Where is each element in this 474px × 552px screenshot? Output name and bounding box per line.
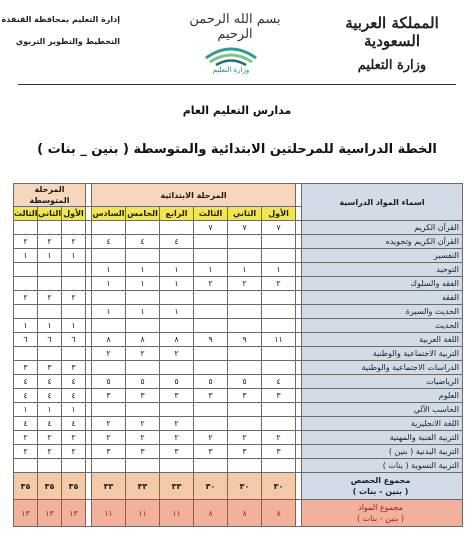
hours-cell [262,319,296,333]
hours-cell [126,249,160,263]
hours-cell [62,305,86,319]
hours-cell: ١ [160,305,194,319]
hours-cell [228,403,262,417]
hours-cell: ٣ [92,389,126,403]
hours-cell: ٢ [160,417,194,431]
total-periods-row-cell: ٣٥ [14,473,38,500]
hours-cell: ٤ [14,417,38,431]
hours-cell: ١ [14,249,38,263]
hours-cell: ٤ [38,375,62,389]
hours-cell: ٢ [228,277,262,291]
hours-cell [160,403,194,417]
hours-cell: ١ [92,277,126,291]
hours-cell [262,459,296,473]
hours-cell: ٢ [262,277,296,291]
subject-name: الدراسات الاجتماعية والوطنية [302,361,463,375]
total-subjects-row-cell: ٨ [228,500,262,527]
hours-cell: ٣ [160,389,194,403]
hours-cell: ٤ [62,417,86,431]
middle-stage-header: المرحلة المتوسطة [14,184,86,207]
hours-cell: ٢ [62,235,86,249]
hours-cell [92,459,126,473]
hours-cell: ١ [160,263,194,277]
grade-header: الثاني [228,207,262,221]
total-periods-row-cell: ٣٥ [38,473,62,500]
hours-cell: ٣ [262,389,296,403]
hours-cell [14,305,38,319]
hours-cell [38,459,62,473]
total-subjects-row [14,500,463,527]
grade-header: السادس [92,207,126,221]
hours-cell [194,347,228,361]
hours-cell [38,305,62,319]
hours-cell: ١ [126,263,160,277]
subjects-header: اسماء المواد الدراسية [302,184,463,221]
hours-cell [262,305,296,319]
hours-cell: ٣ [126,445,160,459]
hours-cell [228,347,262,361]
hours-cell [38,347,62,361]
total-periods-row-cell: ٣٣ [126,473,160,500]
hours-cell [38,221,62,235]
table-row [14,347,463,361]
table-row [14,305,463,319]
hours-cell [126,459,160,473]
hours-cell [228,459,262,473]
hours-cell: ٢ [14,431,38,445]
hours-cell: ٥ [126,375,160,389]
table-row [14,263,463,277]
hours-cell: ٣ [62,361,86,375]
hours-cell: ٧ [228,221,262,235]
hours-cell [262,291,296,305]
planning-department: التخطيط والتطوير التربوي [15,37,120,46]
hours-cell: ٢ [126,417,160,431]
subject-name: الحديث والسيرة [302,305,463,319]
hours-cell [92,249,126,263]
hours-cell: ٨ [92,333,126,347]
hours-cell: ١ [38,319,62,333]
hours-cell [194,249,228,263]
hours-cell [38,277,62,291]
subject-name: الرياضيات [302,375,463,389]
hours-cell: ١ [38,403,62,417]
table-row [14,221,463,235]
grade-header: الرابع [160,207,194,221]
kingdom-name: المملكة العربية السعودية [345,14,439,50]
grade-header: الأول [62,207,86,221]
table-row [14,333,463,347]
total-periods-row-label-line2: ( بنين - بنات ) [352,487,409,496]
table-row [14,403,463,417]
subject-name: التربية الاجتماعية والوطنية [302,347,463,361]
hours-cell: ٢ [62,445,86,459]
subject-name: اللغة الانجليزية [302,417,463,431]
hours-cell: ٤ [38,389,62,403]
document-subtitle: الخطة الدراسية للمرحلتين الابتدائية والمتوسطة ( بنين _ بنات ) [37,142,437,157]
hours-cell: ٢ [160,347,194,361]
total-periods-row [14,473,463,500]
total-periods-row-label-line1: مجموع الحصص [350,476,411,485]
hours-cell: ٥ [228,375,262,389]
hours-cell: ٤ [262,375,296,389]
total-periods-row-cell: ٣٣ [160,473,194,500]
grade-header: الثالث [14,207,38,221]
document-title: مدارس التعليم العام [182,104,292,117]
hours-cell: ٢ [92,347,126,361]
hours-cell: ٤ [62,389,86,403]
subject-name: اللغة العربية [302,333,463,347]
table-row [14,291,463,305]
hours-cell: ١ [92,263,126,277]
hours-cell: ٢ [228,431,262,445]
hours-cell: ٢ [194,277,228,291]
hours-cell [126,221,160,235]
hours-cell [160,361,194,375]
table-row [14,417,463,431]
table-row [14,445,463,459]
subject-name: التربية البدنية ( بنين ) [302,445,463,459]
hours-cell: ٣ [228,445,262,459]
directorate-name: إدارة التعليم بمحافظة القنفذة [1,15,120,24]
hours-cell: ٧ [194,221,228,235]
hours-cell: ١ [62,249,86,263]
total-subjects-row-cell: ١٣ [38,500,62,527]
hours-cell: ٢ [194,431,228,445]
subject-name: الفقه [302,291,463,305]
subject-name: القرآن الكريم وتجويده [302,235,463,249]
logo-text: وزارة التعليم [212,66,250,74]
hours-cell: ٤ [92,235,126,249]
hours-cell: ١ [92,305,126,319]
hours-cell: ٦ [62,333,86,347]
hours-cell [228,417,262,431]
hours-cell: ١ [62,319,86,333]
hours-cell: ٨ [160,333,194,347]
hours-cell [62,221,86,235]
hours-cell: ٣ [228,389,262,403]
hours-cell [62,459,86,473]
table-row [14,431,463,445]
hours-cell [126,319,160,333]
hours-cell [92,291,126,305]
subject-name: الفقه والسلوك [302,277,463,291]
hours-cell: ٥ [92,375,126,389]
hours-cell: ٢ [14,445,38,459]
hours-cell: ٢ [38,431,62,445]
hours-cell: ٦ [14,333,38,347]
hours-cell: ٣ [126,389,160,403]
hours-cell [228,291,262,305]
hours-cell: ١ [160,277,194,291]
hours-cell [126,403,160,417]
hours-cell: ٣ [262,445,296,459]
hours-cell: ٣ [38,361,62,375]
total-periods-row-cell: ٣٠ [228,473,262,500]
hours-cell: ٢ [160,431,194,445]
subject-name: التفسير [302,249,463,263]
hours-cell [228,235,262,249]
hours-cell: ١ [262,263,296,277]
hours-cell: ٢ [38,235,62,249]
hours-cell: ٢ [92,431,126,445]
table-row [14,375,463,389]
hours-cell: ٤ [160,235,194,249]
ministry-name: وزارة التعليم [357,58,427,73]
hours-cell [194,305,228,319]
table-row [14,361,463,375]
hours-cell: ١ [14,319,38,333]
hours-cell: ٣ [194,389,228,403]
hours-cell [228,361,262,375]
kingdom-header [322,14,462,73]
hours-cell [228,249,262,263]
primary-stage-header: المرحلة الابتدائية [92,184,296,207]
subject-name: القرآن الكريم [302,221,463,235]
total-subjects-row-cell: ١١ [160,500,194,527]
header-divider [18,84,456,85]
grade-header: الخامس [126,207,160,221]
hours-cell [62,347,86,361]
hours-cell [194,459,228,473]
hours-cell [92,361,126,375]
hours-cell [194,403,228,417]
subject-name: الحاسب الآلي [302,403,463,417]
hours-cell [14,347,38,361]
hours-cell [62,263,86,277]
hours-cell [262,403,296,417]
grade-header: الثالث [194,207,228,221]
grade-header: الثاني [38,207,62,221]
subject-name: العلوم [302,389,463,403]
hours-cell [194,235,228,249]
hours-cell [262,347,296,361]
total-subjects-row-cell: ١١ [92,500,126,527]
hours-cell: ١ [126,305,160,319]
hours-cell [160,319,194,333]
hours-cell: ٢ [38,291,62,305]
column-gap [296,207,302,221]
hours-cell: ٢ [14,291,38,305]
hours-cell [194,319,228,333]
hours-cell: ١ [126,277,160,291]
table-row [14,389,463,403]
hours-cell [160,249,194,263]
hours-cell: ٢ [38,445,62,459]
hours-cell: ٢ [126,347,160,361]
hours-cell: ٩ [228,333,262,347]
basmala: بسم الله الرحمن الرحيم [189,12,281,42]
total-subjects-row-cell: ٨ [194,500,228,527]
table-row [14,277,463,291]
hours-cell [14,263,38,277]
hours-cell: ١ [14,403,38,417]
hours-cell [14,277,38,291]
hours-cell [126,361,160,375]
subject-name: التربية النسوية ( بنات ) [302,459,463,473]
hours-cell: ٢ [62,431,86,445]
hours-cell: ٢ [14,235,38,249]
grade-header: الأول [262,207,296,221]
table-row [14,249,463,263]
table-row [14,235,463,249]
hours-cell: ١ [228,263,262,277]
hours-cell: ١ [38,249,62,263]
hours-cell [62,277,86,291]
total-subjects-row-label-line2: ( بنين - بنات ) [356,514,405,523]
total-periods-row-label [302,473,463,500]
table-row [14,459,463,473]
hours-cell: ٩ [194,333,228,347]
hours-cell [38,263,62,277]
education-directorate-header [1,14,120,48]
hours-cell: ٣ [14,361,38,375]
hours-cell [194,291,228,305]
hours-cell [262,235,296,249]
hours-cell [228,319,262,333]
hours-cell: ٧ [262,221,296,235]
total-subjects-row-cell: ١٣ [62,500,86,527]
hours-cell: ٣ [92,445,126,459]
hours-cell [194,361,228,375]
hours-cell: ٢ [126,431,160,445]
subject-name: الحديث [302,319,463,333]
table-row [14,319,463,333]
total-subjects-row-cell: ٨ [262,500,296,527]
total-periods-row-cell: ٣٣ [92,473,126,500]
subject-name: التوحيد [302,263,463,277]
hours-cell [262,249,296,263]
hours-cell [92,221,126,235]
hours-cell: ٦ [38,333,62,347]
hours-cell: ٤ [38,417,62,431]
stage-header-row [14,184,463,207]
hours-cell [92,319,126,333]
hours-cell: ٤ [14,375,38,389]
hours-cell: ٤ [14,389,38,403]
hours-cell [262,417,296,431]
total-subjects-row-label-line1: مجموع المواد [358,503,403,512]
hours-cell [92,403,126,417]
total-periods-row-cell: ٣٥ [62,473,86,500]
total-periods-row-cell: ٣٠ [262,473,296,500]
hours-cell: ٥ [160,375,194,389]
total-subjects-row-cell: ١٣ [14,500,38,527]
hours-cell [228,305,262,319]
hours-cell: ١١ [262,333,296,347]
hours-cell: ١ [62,403,86,417]
hours-cell [160,291,194,305]
total-subjects-row-label [302,500,463,527]
hours-cell [126,291,160,305]
hours-cell: ٤ [126,235,160,249]
study-plan-table [13,183,463,527]
hours-cell: ٣ [194,445,228,459]
hours-cell [14,459,38,473]
hours-cell [194,417,228,431]
hours-cell [160,221,194,235]
hours-cell [262,361,296,375]
hours-cell: ٣ [160,445,194,459]
subject-name: التربية الفنية والمهنية [302,431,463,445]
hours-cell: ٢ [262,431,296,445]
hours-cell: ٨ [126,333,160,347]
total-subjects-row-cell: ١١ [126,500,160,527]
hours-cell: ٥ [194,375,228,389]
hours-cell: ١ [194,263,228,277]
total-periods-row-cell: ٣٠ [194,473,228,500]
hours-cell: ٢ [62,291,86,305]
hours-cell [14,221,38,235]
hours-cell: ٤ [62,375,86,389]
hours-cell: ٢ [92,417,126,431]
hours-cell [160,459,194,473]
